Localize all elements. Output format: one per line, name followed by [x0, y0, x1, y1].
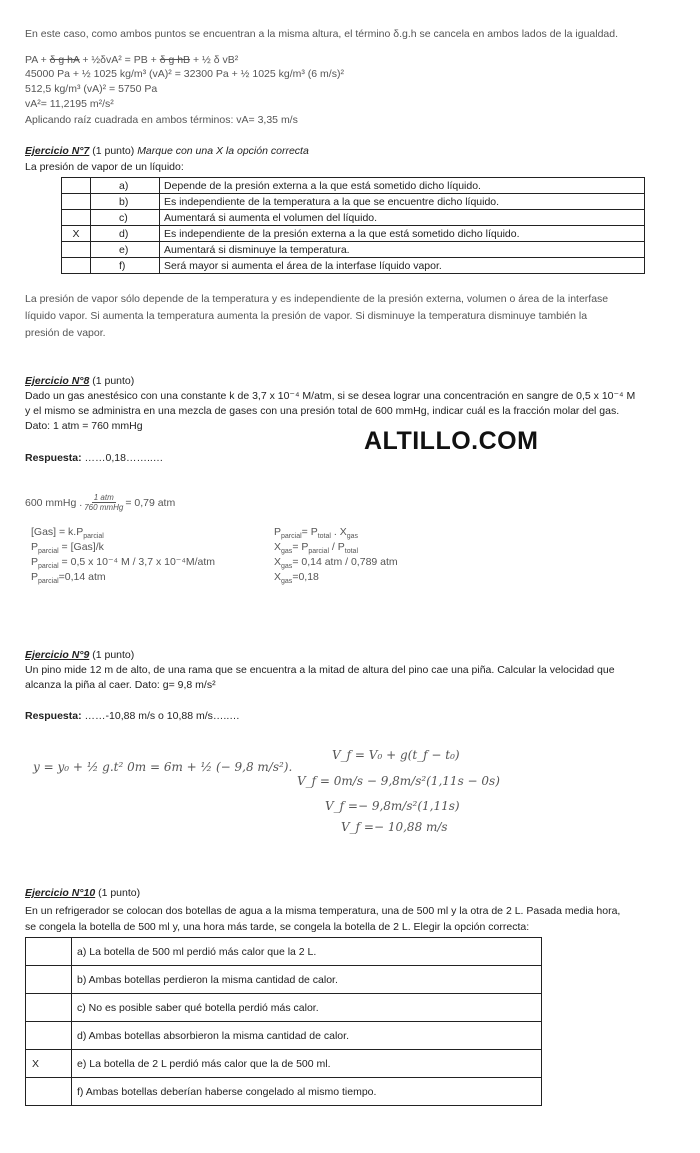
- t: = P: [292, 541, 309, 553]
- formula-right: V_f = V₀ + g(t_f − t₀): [332, 748, 460, 762]
- bernoulli-equation: [25, 54, 238, 66]
- t-sub: gas: [281, 563, 293, 571]
- option-text: Aumentará si disminuye la temperatura.: [160, 242, 645, 258]
- option-mark: [26, 994, 72, 1022]
- exercise-points: (1 punto): [89, 649, 135, 661]
- t-sub: parcial: [38, 563, 59, 571]
- equation-line: vA²= 11,2195 m²/s²: [25, 98, 114, 110]
- option-letter: f): [91, 258, 160, 274]
- calc-right-line: [274, 571, 319, 585]
- t: X: [274, 541, 282, 553]
- unit-conversion: [25, 493, 175, 512]
- exercise-points: (1 punto): [95, 887, 141, 899]
- t: X: [274, 571, 282, 583]
- t: = P: [301, 526, 318, 538]
- t: =0,18: [292, 571, 319, 583]
- calc-right-line: [274, 526, 358, 540]
- exercise-8-text: Dato: 1 atm = 760 mmHg: [25, 420, 143, 432]
- exercise-7-options-table: [61, 177, 645, 274]
- t-sub: parcial: [281, 533, 302, 541]
- calc-right-line: [274, 556, 398, 570]
- explanation-text: La presión de vapor sólo depende de la temperatura y es independiente de la presión externa, volumen o área de la interfase: [25, 293, 609, 305]
- option-mark: [62, 210, 91, 226]
- answer-label: Respuesta:: [25, 710, 82, 722]
- t: = 0,14 atm / 0,789 atm: [292, 556, 398, 568]
- t: . X: [330, 526, 347, 538]
- t-sub: parcial: [38, 548, 59, 556]
- eq-cancelled-term: δ g hB: [159, 54, 191, 66]
- t: P: [31, 541, 39, 553]
- t-sub: total: [344, 548, 358, 556]
- option-letter: b): [91, 194, 160, 210]
- option-mark: X: [26, 1050, 72, 1078]
- option-row: [62, 226, 645, 242]
- option-text: d) Ambas botellas absorbieron la misma cantidad de calor.: [72, 1022, 542, 1050]
- formula-right: V_f = 0m/s − 9,8m/s²(1,11s − 0s): [297, 774, 500, 788]
- exercise-9-answer: [25, 710, 240, 722]
- exercise-title: Ejercicio N°10: [25, 887, 96, 899]
- option-mark: [62, 194, 91, 210]
- fraction-denominator: 760 mmHg: [84, 503, 124, 512]
- formula-right: V_f =− 10,88 m/s: [341, 820, 448, 834]
- t: P: [274, 526, 282, 538]
- exercise-title: Ejercicio N°8: [25, 375, 90, 387]
- option-text: Es independiente de la temperatura a la que se encuentre dicho líquido.: [160, 194, 645, 210]
- exercise-title: Ejercicio N°7: [25, 145, 90, 157]
- option-row: [62, 194, 645, 210]
- option-mark: X: [62, 226, 91, 242]
- exercise-10-options-table: [25, 937, 542, 1106]
- answer-label: Respuesta:: [25, 452, 82, 464]
- formula-left: y = y₀ + ½ g.t² 0m = 6m + ½ (− 9,8 m/s²).: [33, 760, 293, 774]
- t-sub: gas: [346, 533, 358, 541]
- option-letter: a): [91, 178, 160, 194]
- exercise-10-text: se congela la botella de 500 ml y, una hora más tarde, se congela la botella de 2 L. Elegir la opción correcta:: [25, 921, 530, 933]
- calc-left-line: [31, 526, 104, 540]
- t: = [Gas]/k: [58, 541, 104, 553]
- exercise-8-text: y el mismo se administra en una mezcla de gases con una presión total de 600 mmHg, indicar cuál es la fracción molar del gas.: [25, 405, 620, 417]
- calc-left-line: [31, 541, 104, 555]
- explanation-text: líquido vapor. Si aumenta la temperatura aumenta la presión de vapor. Si disminuye la temperatura disminuye también la: [25, 310, 588, 322]
- t-sub: gas: [281, 578, 293, 586]
- eq-cancelled-term: δ g hA: [49, 54, 80, 66]
- option-mark: [26, 966, 72, 994]
- t: P: [31, 556, 39, 568]
- option-letter: e): [91, 242, 160, 258]
- answer-value: ……0,18……..…: [81, 452, 164, 464]
- exercise-points: (1 punto): [89, 375, 135, 387]
- eq-part: + ½ δ vB²: [190, 54, 239, 66]
- equation-line: Aplicando raíz cuadrada en ambos términos: vA= 3,35 m/s: [25, 114, 298, 126]
- t-sub: parcial: [83, 533, 104, 541]
- t: P: [31, 571, 39, 583]
- altillo-watermark: ALTILLO.COM: [364, 427, 539, 455]
- option-mark: [62, 258, 91, 274]
- exercise-8-text: Dado un gas anestésico con una constante k de 3,7 x 10⁻⁴ M/atm, si se desea lograr una concentración en sangre de 0,5 x 10⁻⁴ M: [25, 390, 636, 402]
- t: X: [274, 556, 282, 568]
- option-row: [26, 966, 542, 994]
- option-mark: [26, 1078, 72, 1106]
- calc-left-line: [31, 556, 215, 570]
- exercise-9-heading: [25, 649, 134, 661]
- calc-suffix: = 0,79 atm: [125, 496, 176, 509]
- fraction: [84, 493, 123, 512]
- t: = 0,5 x 10⁻⁴ M / 3,7 x 10⁻⁴M/atm: [58, 556, 216, 568]
- t-sub: total: [317, 533, 331, 541]
- eq-part: PA +: [25, 54, 50, 66]
- option-row: [26, 1022, 542, 1050]
- exercise-8-heading: [25, 375, 134, 387]
- equation-line: 512,5 kg/m³ (vA)² = 5750 Pa: [25, 83, 158, 95]
- option-text: Es independiente de la presión externa a la que está sometido dicho líquido.: [160, 226, 645, 242]
- option-row: [62, 258, 645, 274]
- exercise-instruction: Marque con una X la opción correcta: [137, 145, 309, 157]
- calc-right-line: [274, 541, 358, 555]
- option-row: [62, 210, 645, 226]
- option-text: Aumentará si aumenta el volumen del líquido.: [160, 210, 645, 226]
- option-letter: d): [91, 226, 160, 242]
- t-sub: parcial: [308, 548, 329, 556]
- exercise-9-text: Un pino mide 12 m de alto, de una rama que se encuentra a la mitad de altura del pino cae una piña. Calcular la velocidad que: [25, 664, 615, 676]
- option-mark: [26, 1022, 72, 1050]
- option-mark: [62, 178, 91, 194]
- t: / P: [329, 541, 345, 553]
- exercise-9-text: alcanza la piña al caer. Dato: g= 9,8 m/s²: [25, 679, 216, 691]
- option-row: [62, 242, 645, 258]
- explanation-text: presión de vapor.: [25, 327, 106, 339]
- t: =0,14 atm: [58, 571, 106, 583]
- t-sub: parcial: [38, 578, 59, 586]
- option-row: [26, 1050, 542, 1078]
- option-text: f) Ambas botellas deberían haberse congelado al mismo tiempo.: [72, 1078, 542, 1106]
- intro-text: En este caso, como ambos puntos se encuentran a la misma altura, el término δ.g.h se cancela en ambos lados de la igualdad.: [25, 28, 619, 40]
- exercise-7-heading: [25, 145, 309, 157]
- calc-prefix: 600 mmHg .: [25, 496, 83, 509]
- exercise-10-heading: [25, 887, 140, 899]
- formula-right: V_f =− 9,8m/s²(1,11s): [325, 799, 460, 813]
- option-text: e) La botella de 2 L perdió más calor que la de 500 ml.: [72, 1050, 542, 1078]
- option-row: [26, 938, 542, 966]
- exercise-8-answer: [25, 452, 163, 464]
- answer-value: ……-10,88 m/s o 10,88 m/s…..…: [81, 710, 240, 722]
- option-text: c) No es posible saber qué botella perdió más calor.: [72, 994, 542, 1022]
- calc-left-line: [31, 571, 106, 585]
- exercise-points: (1 punto): [89, 145, 138, 157]
- option-text: Depende de la presión externa a la que está sometido dicho líquido.: [160, 178, 645, 194]
- option-text: a) La botella de 500 ml perdió más calor que la 2 L.: [72, 938, 542, 966]
- option-row: [62, 178, 645, 194]
- option-row: [26, 994, 542, 1022]
- exercise-title: Ejercicio N°9: [25, 649, 90, 661]
- t: [Gas] = k.P: [31, 526, 84, 538]
- option-text: Será mayor si aumenta el área de la interfase líquido vapor.: [160, 258, 645, 274]
- equation-line: 45000 Pa + ½ 1025 kg/m³ (vA)² = 32300 Pa + ½ 1025 kg/m³ (6 m/s)²: [25, 68, 344, 80]
- fraction-numerator: 1 atm: [93, 493, 114, 502]
- option-letter: c): [91, 210, 160, 226]
- option-mark: [62, 242, 91, 258]
- eq-part: + ½δvA² = PB +: [79, 54, 160, 66]
- exercise-10-text: En un refrigerador se colocan dos botellas de agua a la misma temperatura, una de 500 ml y la otra de 2 L. Pasada media hora,: [25, 905, 621, 917]
- option-text: b) Ambas botellas perdieron la misma cantidad de calor.: [72, 966, 542, 994]
- exercise-7-question: La presión de vapor de un líquido:: [25, 161, 184, 173]
- t-sub: gas: [281, 548, 293, 556]
- option-row: [26, 1078, 542, 1106]
- option-mark: [26, 938, 72, 966]
